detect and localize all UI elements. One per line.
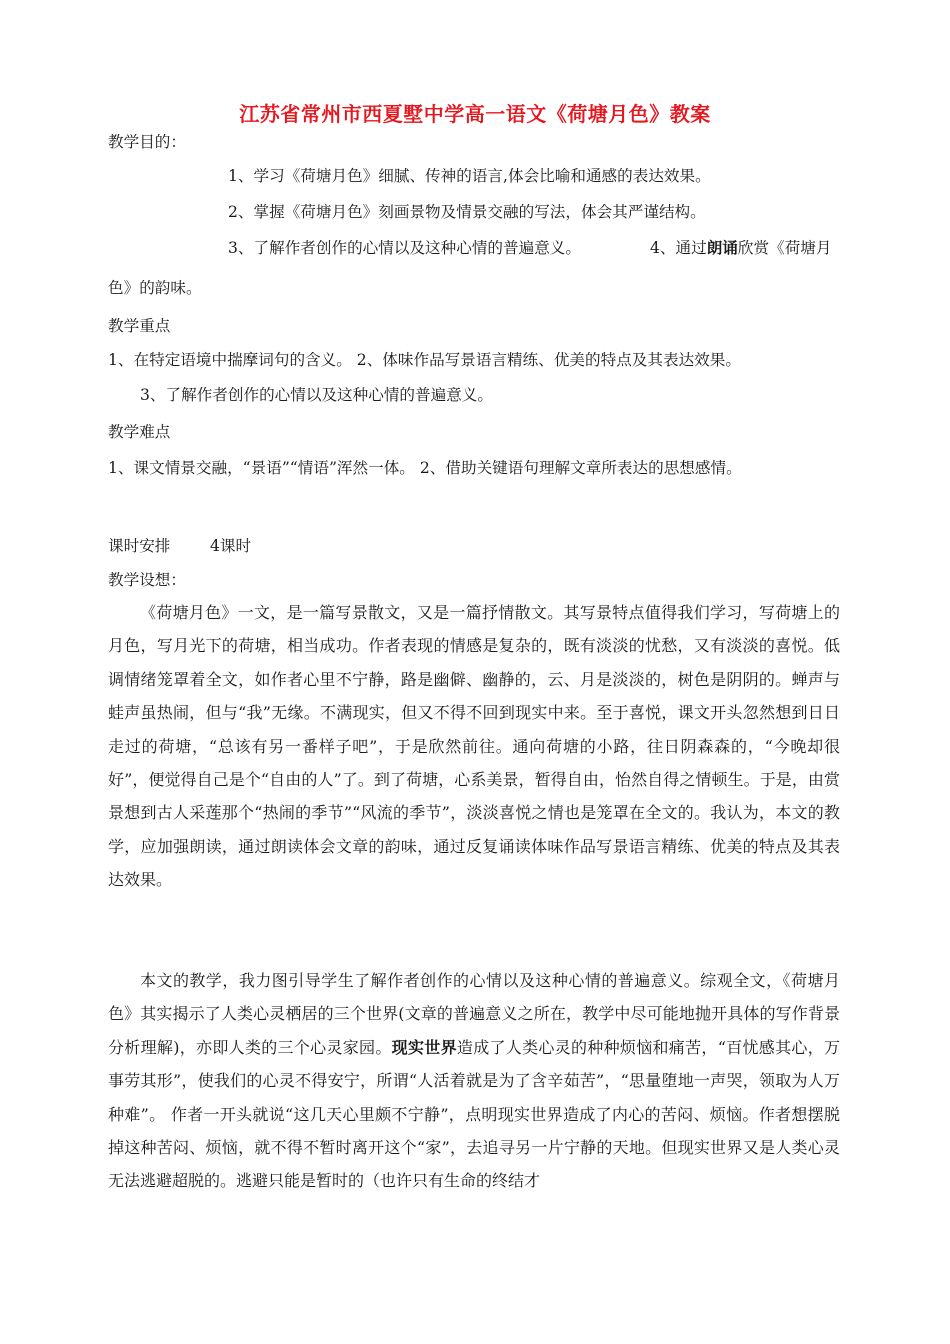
- difficulty-line-1: 1、课文情景交融，“景语”“情语”浑然一体。 2、借助关键语句理解文章所表达的思想感情。: [108, 459, 742, 477]
- objective-item-1: 1、学习《荷塘月色》细腻、传神的语言,体会比喻和通感的表达效果。: [228, 167, 711, 185]
- objective-item-4: [650, 236, 831, 258]
- document-title: 江苏省常州市西夏墅中学高一语文《荷塘月色》教案: [239, 102, 711, 126]
- schedule-label: 课时安排: [108, 537, 171, 555]
- objective-item-4-continued: 色》的韵味。: [108, 279, 202, 297]
- objective-item-4-post: 欣赏《荷塘月: [737, 239, 832, 257]
- objective-item-4-bold: 朗诵: [706, 239, 738, 257]
- objective-item-4-pre: 4、通过: [650, 239, 707, 257]
- paragraph-2-bold: 现实世界: [391, 1037, 457, 1057]
- design-heading: 教学设想：: [108, 571, 186, 589]
- key-point-line-2: 3、了解作者创作的心情以及这种心情的普遍意义。: [140, 386, 493, 404]
- paragraph-2-post: 造成了人类心灵的种种烦恼和痛苦，“百忧感其心，万事劳其形”，使我们的心灵不得安宁，所谓“人活着就是为了含辛茹苦”，“思量堕地一声哭，领取为人万种难”。 作者一开头就说“这几天心里颇不宁静”，点明现实世界造成了内心的苦闷、烦恼。作者想摆脱掉这种苦闷、烦恼，就不得不暂时离开这个“家”，去追寻另一片宁静的天地。但现实世界又是人类心灵无法逃避超脱的。逃避只能是暂时的（也许只有生命的终结才: [108, 1037, 840, 1191]
- design-paragraph-2: [108, 964, 840, 1198]
- key-points-heading: 教学重点: [108, 317, 171, 335]
- schedule-value: 4课时: [210, 537, 252, 555]
- paragraph-2-pre: 本文的教学，我力图引导学生了解作者创作的心情以及这种心情的普遍意义。综观全文，《荷塘月色》其实揭示了人类心灵栖居的三个世界(文章的普遍意义之所在，教学中尽可能地抛开具体的写作背景分析理解)，亦即人类的三个心灵家园。: [108, 971, 840, 1057]
- objective-item-2: 2、掌握《荷塘月色》刻画景物及情景交融的写法，体会其严谨结构。: [228, 203, 706, 221]
- objectives-heading: 教学目的：: [108, 133, 186, 151]
- objective-item-3: 3、了解作者创作的心情以及这种心情的普遍意义。: [228, 239, 581, 257]
- difficulties-heading: 教学难点: [108, 423, 171, 441]
- design-paragraph-1: 《荷塘月色》一文，是一篇写景散文，又是一篇抒情散文。其写景特点值得我们学习，写荷塘上的月色，写月光下的荷塘，相当成功。作者表现的情感是复杂的，既有淡淡的忧愁，又有淡淡的喜悦。低调情绪笼罩着全文，如作者心里不宁静，路是幽僻、幽静的，云、月是淡淡的，树色是阴阴的。蝉声与蛙声虽热闹，但与“我”无缘。不满现实，但又不得不回到现实中来。至于喜悦，课文开头忽然想到日日走过的荷塘，“总该有另一番样子吧”，于是欣然前往。通向荷塘的小路，往日阴森森的，“今晚却很好”，便觉得自己是个“自由的人”了。到了荷塘，心系美景，暂得自由，怡然自得之情顿生。于是，由赏景想到古人采莲那个“热闹的季节”“风流的季节”，淡淡喜悦之情也是笼罩在全文的。我认为，本文的教学，应加强朗读，通过朗读体会文章的韵味，通过反复诵读体味作品写景语言精练、优美的特点及其表达效果。: [108, 603, 840, 890]
- key-point-line-1: 1、在特定语境中揣摩词句的含义。 2、体味作品写景语言精练、优美的特点及其表达效果。: [108, 351, 741, 369]
